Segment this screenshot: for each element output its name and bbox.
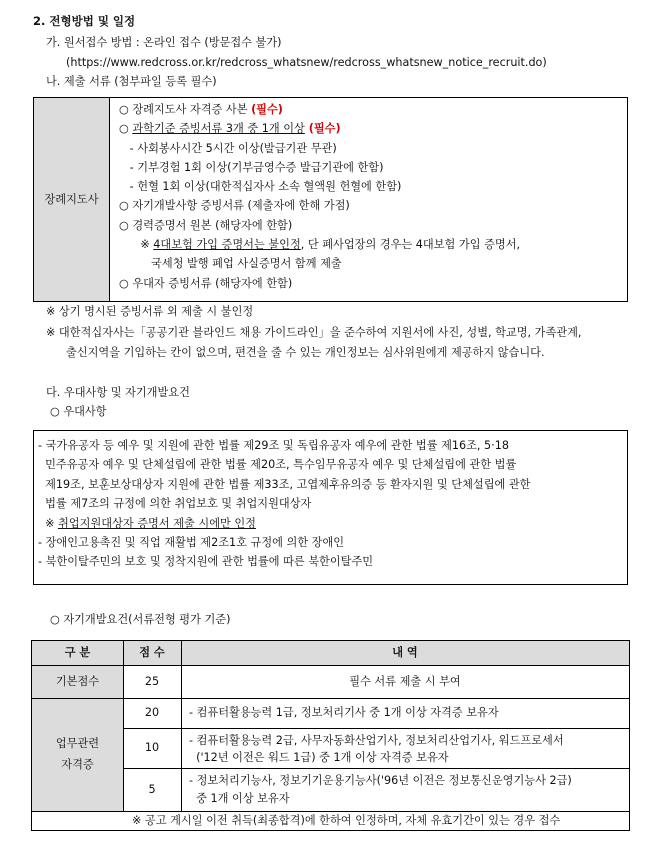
documents-category-cell <box>34 98 110 301</box>
job-detail <box>189 768 623 811</box>
note-1: ※ 상기 명시된 증빙서류 외 제출 시 불인정 <box>46 305 254 318</box>
job-score: 20 <box>144 706 160 719</box>
job-detail <box>189 729 623 769</box>
document-item <box>119 158 623 177</box>
documents-list <box>119 100 623 293</box>
document-item <box>119 216 623 235</box>
score-table <box>31 640 630 831</box>
job-detail-line: 중 1개 이상 보유자 <box>189 791 290 805</box>
note-2: ※ 대한적십자사는「공공기관 블라인드 채용 가이드라인」을 준수하여 지원서에 사진, 성별, 학교명, 가족관계, <box>46 326 582 339</box>
document-item <box>119 196 623 215</box>
document-item-red: (필수) <box>304 122 341 136</box>
job-detail-line: ('12년 이전은 워드 1급) 중 1개 이상 자격증 보유자 <box>189 751 449 764</box>
document-item <box>119 177 623 196</box>
job-category-line1: 업무관련 <box>55 737 100 751</box>
header-detail: 내 역 <box>392 646 418 659</box>
documents-heading: 나. 제출 서류 (첨부파일 등록 필수) <box>46 75 217 88</box>
document-item <box>119 254 623 273</box>
pref-row: 제19조, 보훈보상대상자 지원에 관한 법률 제33조, 고엽제후유의증 등 환자지원 및 단체설립에 관한 <box>38 477 531 491</box>
document-item-red: (필수) <box>251 103 283 116</box>
pref-row: 민주유공자 예우 및 단체설립에 관한 법률 제20조, 특수임무유공자 예우 및 단체설립에 관한 법률 <box>38 458 517 472</box>
document-item-a: 국세청 발행 폐업 사실증명서 함께 제출 <box>119 257 342 271</box>
preference-box <box>33 430 628 585</box>
job-detail-line: - 컴퓨터활용능력 2급, 사무자동화산업기사, 정보처리산업기사, 워드프로세서 <box>189 733 564 747</box>
application-url[interactable]: (https://www.redcross.or.kr/redcross_whatsnew/redcross_whatsnew_notice_recruit.do) <box>66 56 547 69</box>
document-item-a: - 사회봉사시간 5시간 이상(발급기관 무관) <box>119 141 337 155</box>
pref-note-underlined: 취업지원대상자 증명서 제출 시에만 인정 <box>58 516 256 530</box>
basic-score: 25 <box>144 674 160 688</box>
document-item-u: 4대보험 가입 증명서는 불인정 <box>153 238 301 252</box>
document-item <box>119 119 623 138</box>
document-item-a: - 기부경험 1회 이상(기부금영수증 발급기관에 한함) <box>119 160 384 174</box>
document-item <box>119 100 623 119</box>
documents-category: 장례지도사 <box>44 192 99 206</box>
header-category: 구 분 <box>64 646 91 659</box>
job-detail: - 컴퓨터활용능력 1급, 정보처리기사 중 1개 이상 자격증 보유자 <box>189 706 499 719</box>
job-category-line2: 자격증 <box>61 757 94 771</box>
job-score: 10 <box>144 741 160 754</box>
document-item-a: ○ 경력증명서 원본 (해당자에 한함) <box>119 218 293 232</box>
job-score: 5 <box>148 782 156 796</box>
pref-note-row <box>38 514 621 533</box>
document-item <box>119 235 623 254</box>
document-item <box>119 139 623 158</box>
document-item-u: 과학기준 증빙서류 3개 중 1개 이상 <box>132 122 305 136</box>
basic-category: 기본점수 <box>55 674 100 688</box>
self-dev-heading: ○ 자기개발요건(서류전형 평가 기준) <box>50 613 231 626</box>
document-item-a: ○ 자기개발사항 증빙서류 (제출자에 한해 가점) <box>119 199 350 213</box>
pref-row: - 국가유공자 등 예우 및 지원에 관한 법률 제29조 및 독립유공자 예우에 관한 법률 제16조, 5·18 <box>38 439 509 452</box>
document-item-a: ○ 장례지도사 자격증 사본 <box>119 103 252 116</box>
header-score: 점 수 <box>139 646 165 659</box>
preference-heading: 다. 우대사항 및 자기개발요건 <box>46 386 190 399</box>
pref-note-prefix: ※ <box>38 516 59 530</box>
basic-detail: 필수 서류 제출 시 부여 <box>349 674 461 688</box>
job-category <box>32 698 123 811</box>
document-item-a: ○ <box>119 122 133 136</box>
section-title: 2. 전형방법 및 일정 <box>33 14 136 28</box>
score-footnote: ※ 공고 게시일 이전 취득(최종합격)에 한하여 인정하며, 자체 유효기간이 있는 경우 접수 <box>132 813 561 827</box>
application-method: 가. 원서접수 방법 : 온라인 접수 (방문접수 불가) <box>46 36 282 49</box>
document-item <box>119 274 623 293</box>
note-3: 출신지역을 기입하는 칸이 없으며, 편견을 줄 수 있는 개인정보는 심사위원에게 제공하지 않습니다. <box>66 346 545 359</box>
document-item-a: ○ 우대자 증빙서류 (해당자에 한함) <box>119 276 293 290</box>
job-detail-line: - 정보처리기능사, 정보기기운용기능사('96년 이전은 정보통신운영기능사 2급) <box>189 773 572 787</box>
document-item-a: ※ <box>119 238 154 252</box>
pref-row: 법률 제7조의 규정에 의한 취업보호 및 취업지원대상자 <box>38 497 312 511</box>
preference-subheading: ○ 우대사항 <box>50 405 107 418</box>
pref-row: - 북한이탈주민의 보호 및 정착지원에 관한 법률에 따른 북한이탈주민 <box>38 555 374 569</box>
documents-table <box>33 97 628 302</box>
document-item-tail: , 단 폐사업장의 경우는 4대보험 가입 증명서, <box>300 238 521 252</box>
pref-row: - 장애인고용촉진 및 직업 재활법 제2조1호 규정에 의한 장애인 <box>38 535 345 549</box>
document-item-a: - 헌혈 1회 이상(대한적십자사 소속 혈액원 헌혈에 한함) <box>119 180 402 194</box>
